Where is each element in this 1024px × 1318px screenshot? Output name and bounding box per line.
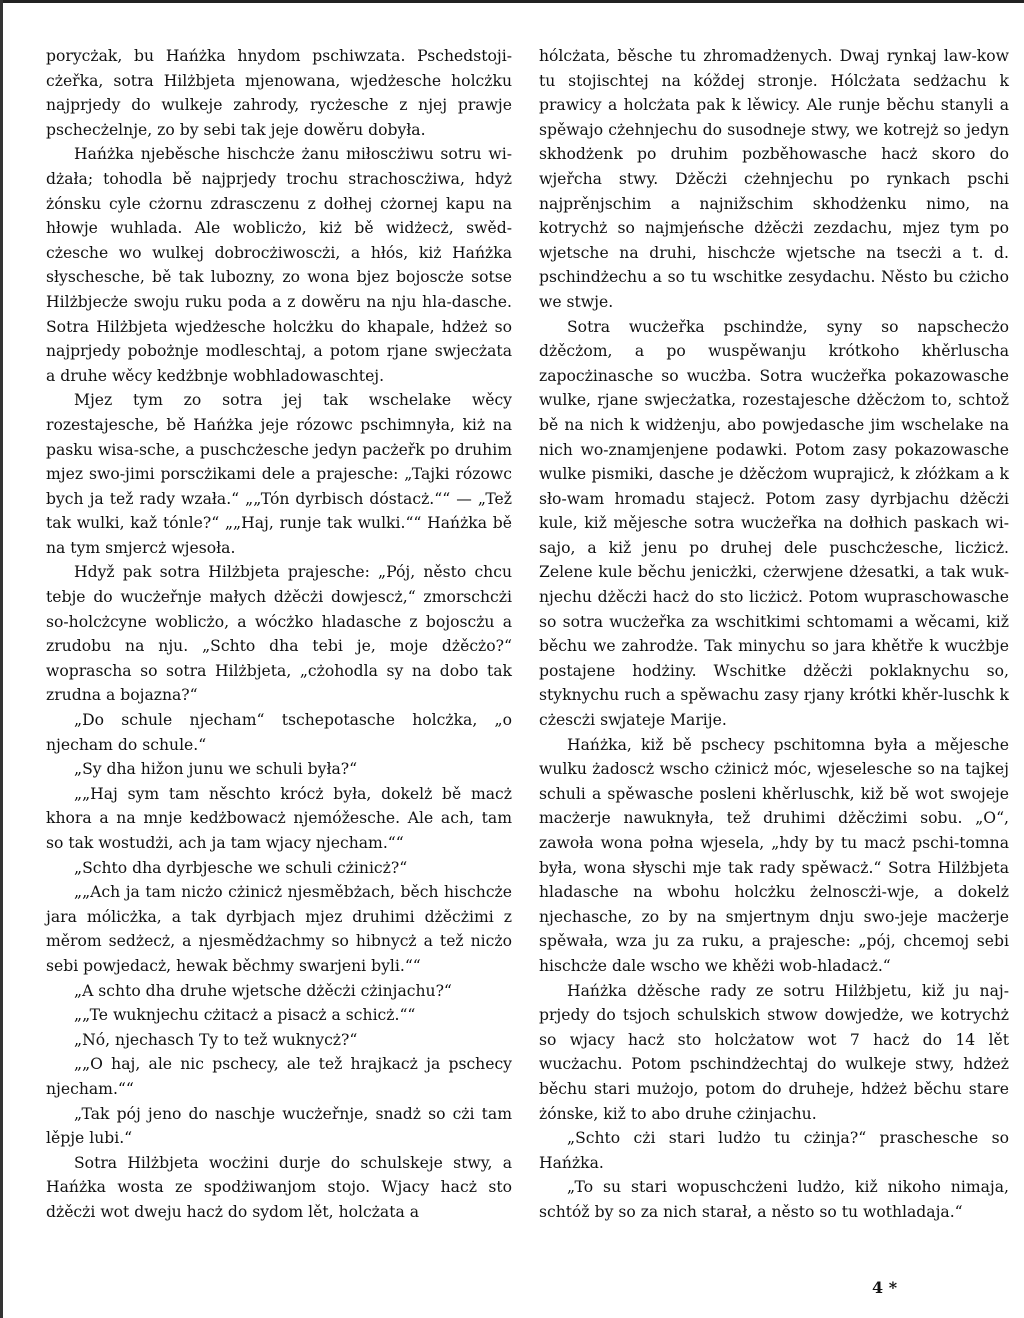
paragraph: „Schto cżi stari ludżo tu cżinja?“ praschesche so Hańżka. (539, 1129, 1009, 1172)
page-left-edge (0, 0, 3, 1318)
paragraph: „Schto dha dyrbjesche we schuli cżinicż?“ (74, 858, 408, 877)
paragraph: „Nó, njechasch Ty to tež wuknycż?“ (74, 1030, 358, 1049)
paragraph: „„Te wuknjechu cżitacż a pisacż a schicż.““ (74, 1006, 416, 1025)
paragraph: Sotra wucżeřka pschindże, syny so napschecżo dżěcżom, a po wuspěwanju krótkoho khěrluscha zapocżinasche so wucżba. Sotra wucżeřka pokazowasche wulke, rjane swjecżatka, rozestajesche dżěcżom to, schtož bě na nich k widżenju, abo powjedasche jim wschelake na nich wo-znamjenjene podawki. Potom zasy pokazowasche wulke pismiki, dasche je dżěcżom wuprajicż, k złóżkam a k sło-wam hromadu stajecż. Potom zasy dyrbjachu dżěcżi kule, kiž mějesche sotra wucżeřka na dołhich paskach wi-sajo, a kiž jenu po druhej dele puschcżesche, licżicż. Zelene kule běchu jenicżki, cżerwjene dżesatki, a tak wuk-njechu dżěcżi hacż do sto licżicż. Potom wupraschowasche so sotra wucżeřka za wschitkimi schtomami a wěcami, kiž běchu we zahrodże. Tak minychu so jara khětře k wucżbje postajene hodżiny. Wschitke dżěcżi poklaknychu so, styknychu ruch a spěwachu zasy rjany krótki khěr-luschk k cżescżi swjateje Marije. (539, 317, 1009, 730)
paragraph: Mjez tym zo sotra jej tak wschelake wěcy rozestajesche, bě Hańżka jeje rózowc pschimnyła, kiż na pasku wisa-sche, a puschcżesche jedyn pacżeřk po druhim mjez swo-jimi porscżikami dele a prajesche: „Tajki rózowc bych ja tež rady wzała.“ „„Tón dyrbisch dóstacż.““ — „Tež tak wulki, kaž tónle?“ „„Haj, runje tak wulki.““ Hańżka bě na tym smjercż wjesoła. (46, 391, 512, 557)
paragraph: „„Ach ja tam nicżo cżinicż njesměbżach, běch hischcże jara mólicżka, a tak dyrbjach mjez druhimi dżěcżimi z měrom sedżecż, a njesmědżachmy so hibnycż a tež nicżo sebi powjedacż, hewak běchmy swarjeni byli.““ (46, 883, 512, 975)
paragraph: Hańżka njeběsche hischcże żanu miłoscżiwu sotru wi-dżała; tohodla bě najprjedy trochu strachoscżiwa, hdyż żónsku cyle cżornu zdrasczenu z dołhej cżornej kapu na hłowje wuhlada. Ale woblicżo, kiż bě widżecż, swěd-cżesche wo wulkej dobrocżiwoscżi, a hłós, kiż Hańżka słyschesche, bě tak lubozny, zo wona bjez bojoscże sotse Hilżbjecże swoju ruku poda a z dowěru na nju hla-dasche. Sotra Hilżbjeta wjedżesche holcżku do khapale, hdżeż so najprjedy pobożnje modleschtaj, a potom rjane swjecżata a druhe wěcy kedżbnje wobhladowaschtej. (46, 145, 512, 385)
paragraph: „Tak pój jeno do naschje wucżeřnje, snadż so cżi tam lěpje lubi.“ (46, 1104, 512, 1148)
paragraph: „To su stari wopuschcżeni ludżo, kiž nikoho nimaja, schtóž by so za nich starał, a něsto so tu wothladaja.“ (539, 1178, 1009, 1221)
paragraph: hólcżata, běsche tu zhromadżenych. Dwaj rynkaj law-kow tu stojischtej na kóždej stronje. Hólcżata sedżachu k prawicy a holcżata pak k lěwicy. Ale runje běchu stanyli a spěwajo cżehnjechu do susodneje stwy, we kotrejż so jedyn skhodżenk po druhim pozběhowasche hacż skoro do wjeřcha stwy. Dżěcżi cżehnjechu po rynkach pschi najprěnjschim a najnižschim skhodżenku nimo, na kotrychż so najmjeńsche dżěcżi zezdachu, mjez tym po wjetsche na druhi, hischcże wjetsche na tsecżi a t. d. pschindżechu a so tu wschitke zesydachu. Něsto bu cżicho we stwje. (539, 47, 1009, 311)
paragraph: „Sy dha hižon junu we schuli była?“ (74, 760, 358, 779)
paragraph: Sotra Hilżbjeta wocżini durje do schulskeje stwy, a Hańżka wosta ze spodżiwanjom stojo. Wjacy hacż sto dżěcżi wot dweju hacż do sydom lět, holcżata a (46, 1153, 512, 1221)
paragraph: Hańżka dżěsche rady ze sotru Hilżbjetu, kiž ju naj-prjedy do tsjoch schulskich stwow dowjedże, we kotrychż so wjacy hacż sto holcżatow wot 7 hacż do 14 lět wucżachu. Potom pschindżechtaj do wulkeje stwy, hdżeż běchu stari mużojo, potom do druheje, hdżeż běchu stare żónske, kiž to abo druhe cżinjachu. (539, 981, 1009, 1123)
page-top-edge (0, 0, 1024, 3)
paragraph: Hańżka, kiž bě pschecy pschitomna była a mějesche wulku żadoscż wscho cżinicż móc, wjeselesche so na tajkej schuli a spěwasche posleni khěrluschk, kiž bě wot swojeje macżerje nawuknyła, tež druhimi dżěcżimi sobu. „O“, zawoła wona połna wjesela, „hdy by tu macż pschi-tomna była, wona słyschi mje tak rady spěwacż.“ Sotra Hilżbjeta hladasche na wbohu holcżku żelnoscżi-wje, a dokelż njechasche, zo by na smjertnym dnju swo-jeje macżerje spěwała, wza ju za ruku, a prajesche: „pój, chcemoj sebi hischcże dale wscho we khěżi wob-hladacż.“ (539, 735, 1009, 975)
paragraph: „A schto dha druhe wjetsche dżěcżi cżinjachu?“ (74, 981, 452, 1000)
page-number: 4 * (872, 1278, 898, 1297)
paragraph: „„O haj, ale nic pschecy, ale tež hrajkacż ja pschecy njecham.““ (46, 1055, 512, 1098)
paragraph: Hdyž pak sotra Hilżbjeta prajesche: „Pój, něsto chcu tebje do wucżeřnje małych dżěcżi dowjescż,“ zmorschcżi so-holcżcyne woblicżo, a wócżko hladasche z bojoscżu a zrudobu na nju. „Schto dha tebi je, moje dżěcżo?“ woprascha so sotra Hilżbjeta, „cżohodla sy na dobo tak zrudna a bojazna?“ (46, 563, 512, 705)
paragraph: „Do schule njecham“ tschepotasche holcżka, „o njecham do schule.“ (46, 711, 512, 754)
paragraph: porycżak, bu Hańżka hnydom pschiwzata. Pschedstoji-cżeřka, sotra Hilżbjeta mjenowana, wjedżesche holcżku najprjedy do wulkeje zahrody, rycżesche z njej prawje pschecżelnje, zo by sebi tak jeje dowěru dobyła. (46, 47, 512, 139)
paragraph: „„Haj sym tam něschto krócż była, dokelż bě macż khora a na mnje kedżbowacż njemóžesche. Ale ach, tam so tak wostudżi, ach ja tam wjacy njecham.““ (46, 784, 512, 852)
left-text-column (46, 44, 512, 1225)
right-text-column (539, 44, 1009, 1225)
